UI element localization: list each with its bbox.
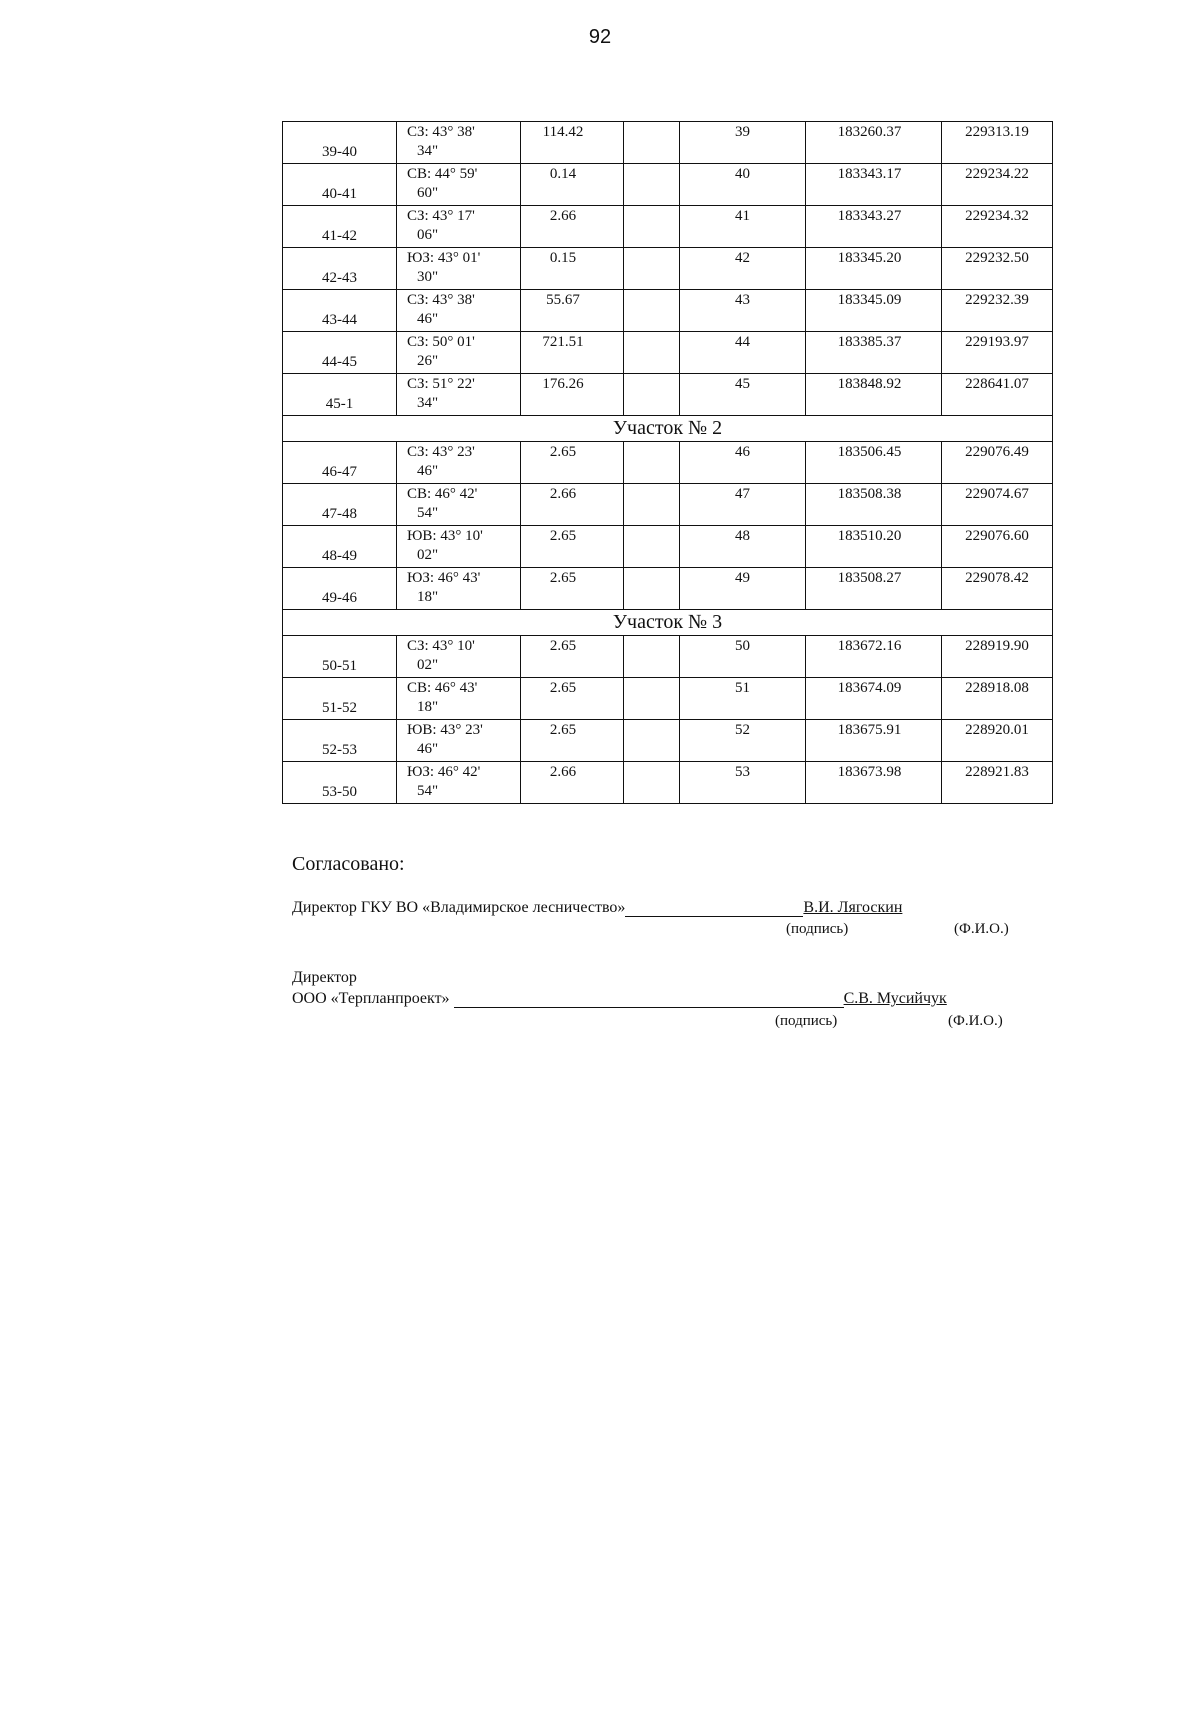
- section-header-row: [283, 610, 1053, 636]
- empty-cell: [624, 206, 680, 248]
- distance-cell: 2.65: [521, 526, 624, 568]
- approval-title: Согласовано:: [292, 853, 405, 875]
- table-row: [283, 442, 1053, 484]
- table-row: [283, 678, 1053, 720]
- bearing-sec: 46": [417, 463, 439, 479]
- empty-cell: [624, 678, 680, 720]
- segment-cell: 46-47: [283, 442, 397, 484]
- bearing-sec: 18": [417, 589, 439, 605]
- x-coordinate-cell: 183345.09: [806, 290, 942, 332]
- x-coordinate-cell: 183508.27: [806, 568, 942, 610]
- bearing-cell: [397, 484, 521, 526]
- signer2-label: ООО «Терпланпроект»: [292, 990, 450, 1007]
- signer2-title: Директор: [292, 969, 357, 986]
- bearing-sec: 34": [417, 395, 439, 411]
- y-coordinate-cell: 228920.01: [942, 720, 1053, 762]
- bearing-cell: [397, 122, 521, 164]
- bearing-deg: СЗ: 50° 01': [407, 334, 475, 350]
- empty-cell: [624, 332, 680, 374]
- bearing-sec: 02": [417, 657, 439, 673]
- bearing-cell: [397, 762, 521, 804]
- empty-cell: [624, 568, 680, 610]
- y-coordinate-cell: 229076.49: [942, 442, 1053, 484]
- empty-cell: [624, 720, 680, 762]
- table-row: [283, 636, 1053, 678]
- y-coordinate-cell: 229076.60: [942, 526, 1053, 568]
- y-coordinate-cell: 228918.08: [942, 678, 1053, 720]
- point-cell: 45: [680, 374, 806, 416]
- table-row: [283, 122, 1053, 164]
- x-coordinate-cell: 183672.16: [806, 636, 942, 678]
- distance-cell: 2.65: [521, 720, 624, 762]
- segment-cell: 53-50: [283, 762, 397, 804]
- table-row: [283, 720, 1053, 762]
- empty-cell: [624, 484, 680, 526]
- distance-cell: 114.42: [521, 122, 624, 164]
- y-coordinate-cell: 228921.83: [942, 762, 1053, 804]
- section-title: Участок № 3: [283, 610, 1053, 636]
- bearing-cell: [397, 206, 521, 248]
- table-row: [283, 762, 1053, 804]
- bearing-deg: СЗ: 43° 23': [407, 444, 475, 460]
- distance-cell: 2.65: [521, 678, 624, 720]
- bearing-deg: СЗ: 51° 22': [407, 376, 475, 392]
- distance-cell: 2.66: [521, 484, 624, 526]
- point-cell: 42: [680, 248, 806, 290]
- table-row: [283, 164, 1053, 206]
- signer1-line: [292, 899, 902, 917]
- bearing-deg: СВ: 46° 42': [407, 486, 478, 502]
- x-coordinate-cell: 183673.98: [806, 762, 942, 804]
- bearing-sec: 18": [417, 699, 439, 715]
- signer1-signature-blank: [625, 916, 803, 917]
- bearing-sec: 54": [417, 783, 439, 799]
- point-cell: 52: [680, 720, 806, 762]
- distance-cell: 55.67: [521, 290, 624, 332]
- point-cell: 44: [680, 332, 806, 374]
- bearing-cell: [397, 636, 521, 678]
- point-cell: 51: [680, 678, 806, 720]
- segment-cell: 42-43: [283, 248, 397, 290]
- y-coordinate-cell: 228919.90: [942, 636, 1053, 678]
- bearing-deg: СВ: 46° 43': [407, 680, 478, 696]
- empty-cell: [624, 526, 680, 568]
- point-cell: 47: [680, 484, 806, 526]
- bearing-cell: [397, 442, 521, 484]
- signer1-label: Директор ГКУ ВО «Владимирское лесничество»: [292, 899, 626, 916]
- y-coordinate-cell: 229234.32: [942, 206, 1053, 248]
- y-coordinate-cell: 228641.07: [942, 374, 1053, 416]
- signer1-sign-caption: (подпись): [786, 921, 849, 937]
- empty-cell: [624, 636, 680, 678]
- x-coordinate-cell: 183848.92: [806, 374, 942, 416]
- bearing-sec: 02": [417, 547, 439, 563]
- signer2-name: С.В. Мусийчук: [843, 990, 947, 1007]
- y-coordinate-cell: 229193.97: [942, 332, 1053, 374]
- section-title: Участок № 2: [283, 416, 1053, 442]
- signer1-name: В.И. Лягоскин: [803, 899, 903, 916]
- x-coordinate-cell: 183260.37: [806, 122, 942, 164]
- table-row: [283, 290, 1053, 332]
- point-cell: 50: [680, 636, 806, 678]
- page-number: 92: [588, 26, 612, 48]
- point-cell: 49: [680, 568, 806, 610]
- bearing-sec: 30": [417, 269, 439, 285]
- table-row: [283, 526, 1053, 568]
- distance-cell: 0.14: [521, 164, 624, 206]
- bearing-cell: [397, 164, 521, 206]
- bearing-cell: [397, 568, 521, 610]
- distance-cell: 0.15: [521, 248, 624, 290]
- bearing-deg: СВ: 44° 59': [407, 166, 478, 182]
- y-coordinate-cell: 229232.50: [942, 248, 1053, 290]
- x-coordinate-cell: 183385.37: [806, 332, 942, 374]
- bearing-cell: [397, 290, 521, 332]
- signer2-line: [292, 990, 947, 1008]
- x-coordinate-cell: 183343.27: [806, 206, 942, 248]
- coordinates-table: [282, 121, 1053, 804]
- segment-cell: 40-41: [283, 164, 397, 206]
- y-coordinate-cell: 229078.42: [942, 568, 1053, 610]
- distance-cell: 2.66: [521, 762, 624, 804]
- empty-cell: [624, 374, 680, 416]
- empty-cell: [624, 442, 680, 484]
- bearing-cell: [397, 374, 521, 416]
- signer1-name-caption: (Ф.И.О.): [954, 921, 1009, 937]
- point-cell: 41: [680, 206, 806, 248]
- point-cell: 46: [680, 442, 806, 484]
- point-cell: 40: [680, 164, 806, 206]
- segment-cell: 47-48: [283, 484, 397, 526]
- y-coordinate-cell: 229313.19: [942, 122, 1053, 164]
- y-coordinate-cell: 229232.39: [942, 290, 1053, 332]
- empty-cell: [624, 164, 680, 206]
- segment-cell: 50-51: [283, 636, 397, 678]
- y-coordinate-cell: 229234.22: [942, 164, 1053, 206]
- signer2-name-caption: (Ф.И.О.): [948, 1013, 1003, 1029]
- bearing-sec: 46": [417, 741, 439, 757]
- x-coordinate-cell: 183508.38: [806, 484, 942, 526]
- empty-cell: [624, 122, 680, 164]
- point-cell: 53: [680, 762, 806, 804]
- bearing-sec: 06": [417, 227, 439, 243]
- empty-cell: [624, 290, 680, 332]
- bearing-deg: ЮВ: 43° 10': [407, 528, 483, 544]
- table-row: [283, 568, 1053, 610]
- bearing-cell: [397, 720, 521, 762]
- bearing-deg: СЗ: 43° 10': [407, 638, 475, 654]
- table-row: [283, 374, 1053, 416]
- bearing-deg: СЗ: 43° 17': [407, 208, 475, 224]
- segment-cell: 43-44: [283, 290, 397, 332]
- bearing-cell: [397, 678, 521, 720]
- x-coordinate-cell: 183345.20: [806, 248, 942, 290]
- bearing-sec: 60": [417, 185, 439, 201]
- segment-cell: 48-49: [283, 526, 397, 568]
- point-cell: 48: [680, 526, 806, 568]
- coordinates-table-body: [283, 122, 1053, 804]
- signer2-sign-caption: (подпись): [775, 1013, 838, 1029]
- section-header-row: [283, 416, 1053, 442]
- bearing-sec: 26": [417, 353, 439, 369]
- x-coordinate-cell: 183506.45: [806, 442, 942, 484]
- segment-cell: 39-40: [283, 122, 397, 164]
- table-row: [283, 484, 1053, 526]
- table-row: [283, 248, 1053, 290]
- x-coordinate-cell: 183674.09: [806, 678, 942, 720]
- distance-cell: 176.26: [521, 374, 624, 416]
- distance-cell: 2.65: [521, 636, 624, 678]
- empty-cell: [624, 248, 680, 290]
- segment-cell: 51-52: [283, 678, 397, 720]
- segment-cell: 44-45: [283, 332, 397, 374]
- bearing-sec: 46": [417, 311, 439, 327]
- segment-cell: 45-1: [283, 374, 397, 416]
- bearing-deg: ЮЗ: 46° 42': [407, 764, 481, 780]
- distance-cell: 721.51: [521, 332, 624, 374]
- y-coordinate-cell: 229074.67: [942, 484, 1053, 526]
- bearing-cell: [397, 332, 521, 374]
- distance-cell: 2.66: [521, 206, 624, 248]
- bearing-deg: ЮЗ: 46° 43': [407, 570, 481, 586]
- segment-cell: 41-42: [283, 206, 397, 248]
- bearing-cell: [397, 526, 521, 568]
- bearing-deg: СЗ: 43° 38': [407, 292, 475, 308]
- bearing-deg: ЮЗ: 43° 01': [407, 250, 481, 266]
- segment-cell: 49-46: [283, 568, 397, 610]
- x-coordinate-cell: 183343.17: [806, 164, 942, 206]
- table-row: [283, 206, 1053, 248]
- point-cell: 39: [680, 122, 806, 164]
- bearing-deg: СЗ: 43° 38': [407, 124, 475, 140]
- signer2-signature-blank: [454, 1007, 844, 1008]
- empty-cell: [624, 762, 680, 804]
- x-coordinate-cell: 183510.20: [806, 526, 942, 568]
- bearing-deg: ЮВ: 43° 23': [407, 722, 483, 738]
- distance-cell: 2.65: [521, 568, 624, 610]
- table-row: [283, 332, 1053, 374]
- bearing-sec: 34": [417, 143, 439, 159]
- segment-cell: 52-53: [283, 720, 397, 762]
- bearing-sec: 54": [417, 505, 439, 521]
- bearing-cell: [397, 248, 521, 290]
- point-cell: 43: [680, 290, 806, 332]
- distance-cell: 2.65: [521, 442, 624, 484]
- x-coordinate-cell: 183675.91: [806, 720, 942, 762]
